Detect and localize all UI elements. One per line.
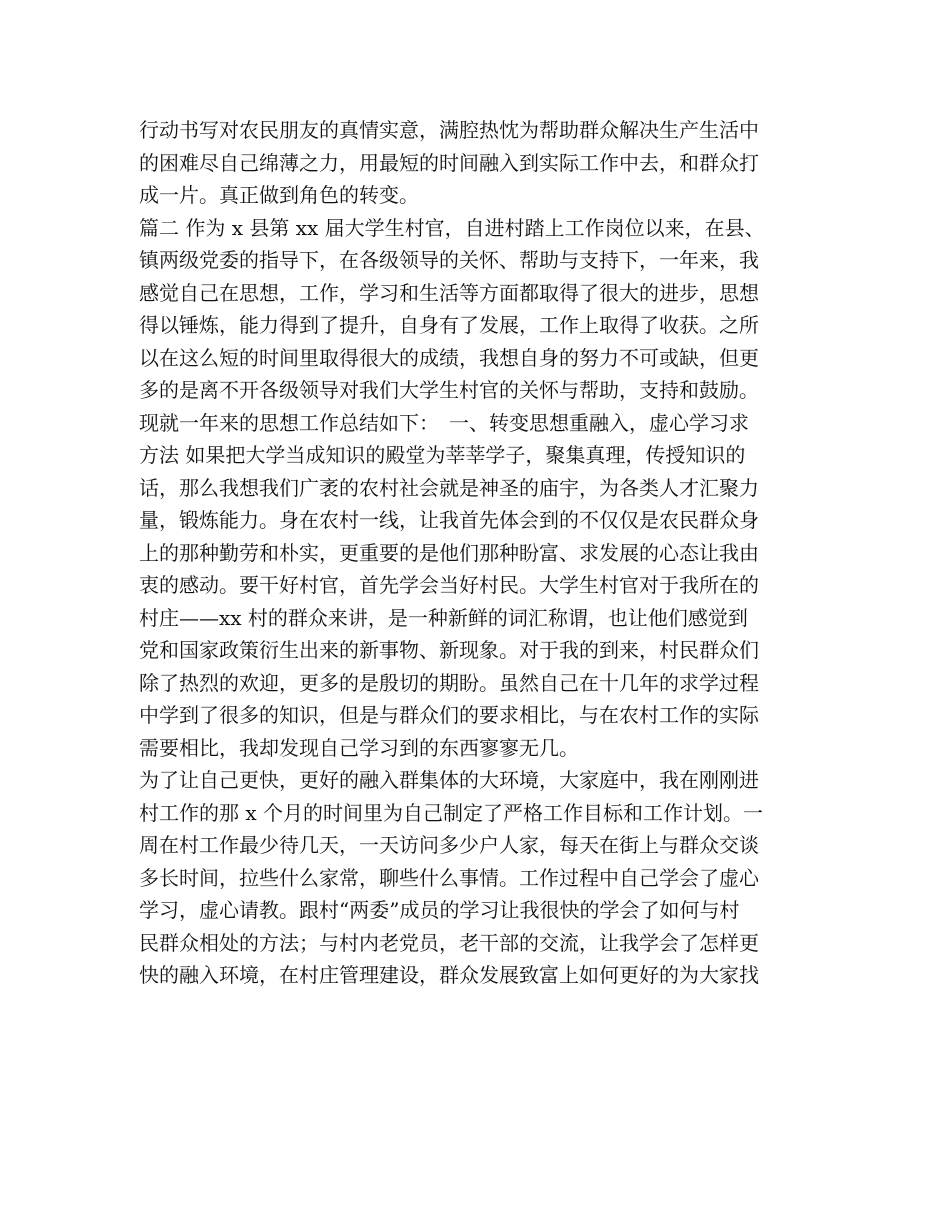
text-line: 需要相比，我却发现自己学习到的东西寥寥无几。 [139,735,579,760]
text-line: 以在这么短的时间里取得很大的成绩，我想自身的努力不可或缺，但更 [139,345,759,370]
text-line: 量，锻炼能力。身在农村一线，让我首先体会到的不仅仅是农民群众身 [139,508,759,532]
text-line: 学习，虚心请教。跟村“两委”成员的学习让我很快的学会了如何与村 [139,898,740,922]
text-line: 村工作的那 x 个月的时间里为自己制定了严格工作目标和工作计划。一 [139,800,763,825]
text-line: 的困难尽自己绵薄之力，用最短的时间融入到实际工作中去，和群众打 [139,150,759,175]
text-line: 衷的感动。要干好村官，首先学会当好村民。大学生村官对于我所在的 [139,573,759,597]
text-line: 多的是离不开各级领导对我们大学生村官的关怀与帮助，支持和鼓励。 [139,378,759,402]
text-line: 周在村工作最少待几天，一天访问多少户人家，每天在街上与群众交谈 [139,833,759,857]
text-line: 村庄——xx 村的群众来讲，是一种新鲜的词汇称谓，也让他们感觉到 [139,605,748,630]
text-line: 篇二 作为 x 县第 xx 届大学生村官，自进村踏上工作岗位以来，在县、 [139,215,765,240]
text-line: 镇两级党委的指导下，在各级领导的关怀、帮助与支持下，一年来，我 [139,248,759,272]
text-line: 现就一年来的思想工作总结如下： 一、转变思想重融入，虚心学习求 [139,410,749,435]
text-line: 快的融入环境，在村庄管理建设，群众发展致富上如何更好的为大家找 [139,963,759,987]
text-line: 话，那么我想我们广袤的农村社会就是神圣的庙宇，为各类人才汇聚力 [139,475,759,500]
text-line: 感觉自己在思想，工作，学习和生活等方面都取得了很大的进步，思想 [139,280,759,305]
text-line: 民群众相处的方法；与村内老党员，老干部的交流，让我学会了怎样更 [139,930,759,955]
text-line: 多长时间，拉些什么家常，聊些什么事情。工作过程中自己学会了虚心 [139,865,759,890]
text-line: 成一片。真正做到角色的转变。 [139,183,419,207]
text-line: 中学到了很多的知识，但是与群众们的要求相比，与在农村工作的实际 [139,703,759,727]
text-line: 党和国家政策衍生出来的新事物、新现象。对于我的到来，村民群众们 [139,638,759,662]
text-line: 得以锤炼，能力得到了提升，自身有了发展，工作上取得了收获。之所 [139,313,759,337]
text-line: 方法 如果把大学当成知识的殿堂为莘莘学子，聚集真理，传授知识的 [139,443,746,467]
document-body [139,114,819,992]
text-line: 为了让自己更快，更好的融入群集体的大环境，大家庭中，我在刚刚进 [139,768,759,792]
text-line: 除了热烈的欢迎，更多的是殷切的期盼。虽然自己在十几年的求学过程 [139,670,759,695]
text-line: 上的那种勤劳和朴实，更重要的是他们那种盼富、求发展的心态让我由 [139,540,759,565]
text-line: 行动书写对农民朋友的真情实意，满腔热忱为帮助群众解决生产生活中 [139,118,759,142]
